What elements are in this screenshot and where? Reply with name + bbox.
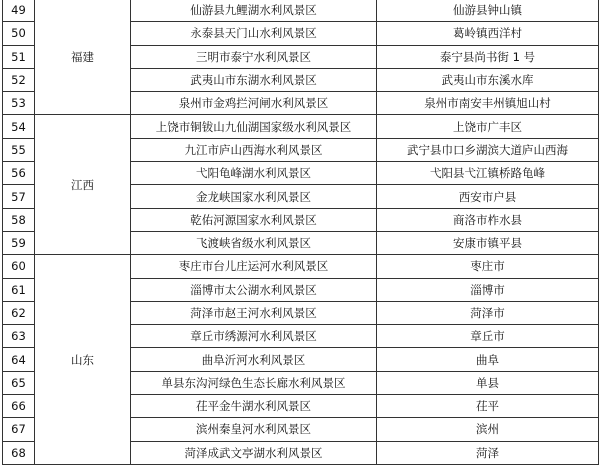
row-number: 53 — [3, 92, 35, 115]
scenic-area-name: 上饶市铜钹山九仙湖国家级水利风景区 — [131, 115, 377, 138]
row-number: 68 — [3, 441, 35, 464]
province-cell: 江西 — [35, 115, 131, 255]
scenic-area-address: 泉州市南安丰州镇旭山村 — [377, 92, 599, 115]
scenic-area-address: 弋阳县弋江镇桥路龟峰 — [377, 162, 599, 185]
row-number: 61 — [3, 278, 35, 301]
scenic-area-address: 单县 — [377, 371, 599, 394]
scenic-area-address: 章丘市 — [377, 325, 599, 348]
scenic-area-name: 仙游县九鲤湖水利风景区 — [131, 0, 377, 22]
row-number: 55 — [3, 138, 35, 161]
scenic-area-address: 商洛市柞水县 — [377, 208, 599, 231]
scenic-area-name: 三明市泰宁水利风景区 — [131, 45, 377, 68]
scenic-area-name: 滨州秦皇河水利风景区 — [131, 418, 377, 441]
scenic-area-name: 茌平金牛湖水利风景区 — [131, 395, 377, 418]
row-number: 63 — [3, 325, 35, 348]
scenic-area-name: 金龙峡国家水利风景区 — [131, 185, 377, 208]
scenic-area-name: 飞渡峡省级水利风景区 — [131, 231, 377, 254]
row-number: 65 — [3, 371, 35, 394]
scenic-area-name: 单县东沟河绿色生态长廊水利风景区 — [131, 371, 377, 394]
scenic-area-name: 九江市庐山西海水利风景区 — [131, 138, 377, 161]
scenic-area-address: 滨州 — [377, 418, 599, 441]
row-number: 57 — [3, 185, 35, 208]
row-number: 54 — [3, 115, 35, 138]
table-row — [3, 0, 599, 22]
scenic-area-name: 枣庄市台儿庄运河水利风景区 — [131, 255, 377, 278]
scenic-area-address: 上饶市广丰区 — [377, 115, 599, 138]
province-cell: 福建 — [35, 0, 131, 115]
province-cell: 山东 — [35, 255, 131, 465]
scenic-area-name: 菏泽成武文亭湖水利风景区 — [131, 441, 377, 464]
row-number: 51 — [3, 45, 35, 68]
row-number: 66 — [3, 395, 35, 418]
row-number: 50 — [3, 22, 35, 45]
row-number: 59 — [3, 231, 35, 254]
row-number: 67 — [3, 418, 35, 441]
scenic-area-table — [2, 0, 599, 465]
scenic-area-name: 曲阜沂河水利风景区 — [131, 348, 377, 371]
scenic-area-address: 仙游县钟山镇 — [377, 0, 599, 22]
row-number: 60 — [3, 255, 35, 278]
row-number: 52 — [3, 68, 35, 91]
row-number: 56 — [3, 162, 35, 185]
scenic-area-address: 茌平 — [377, 395, 599, 418]
scenic-area-name: 淄博市太公湖水利风景区 — [131, 278, 377, 301]
scenic-area-address: 菏泽 — [377, 441, 599, 464]
scenic-area-address: 武夷山市东溪水库 — [377, 68, 599, 91]
table-row — [3, 255, 599, 278]
scenic-area-address: 武宁县巾口乡湖滨大道庐山西海 — [377, 138, 599, 161]
scenic-area-name: 乾佑河源国家水利风景区 — [131, 208, 377, 231]
scenic-area-address: 菏泽市 — [377, 301, 599, 324]
row-number: 58 — [3, 208, 35, 231]
scenic-area-address: 泰宁县尚书街 1 号 — [377, 45, 599, 68]
row-number: 64 — [3, 348, 35, 371]
scenic-area-address: 西安市户县 — [377, 185, 599, 208]
scenic-area-address: 淄博市 — [377, 278, 599, 301]
scenic-area-name: 章丘市绣源河水利风景区 — [131, 325, 377, 348]
scenic-area-name: 弋阳龟峰湖水利风景区 — [131, 162, 377, 185]
scenic-area-address: 安康市镇平县 — [377, 231, 599, 254]
scenic-area-name: 泉州市金鸡拦河闸水利风景区 — [131, 92, 377, 115]
scenic-area-name: 武夷山市东湖水利风景区 — [131, 68, 377, 91]
row-number: 49 — [3, 0, 35, 22]
scenic-area-address: 曲阜 — [377, 348, 599, 371]
table-row — [3, 115, 599, 138]
scenic-area-address: 枣庄市 — [377, 255, 599, 278]
scenic-area-address: 葛岭镇西洋村 — [377, 22, 599, 45]
scenic-area-name: 永泰县天门山水利风景区 — [131, 22, 377, 45]
row-number: 62 — [3, 301, 35, 324]
scenic-area-name: 菏泽市赵王河水利风景区 — [131, 301, 377, 324]
